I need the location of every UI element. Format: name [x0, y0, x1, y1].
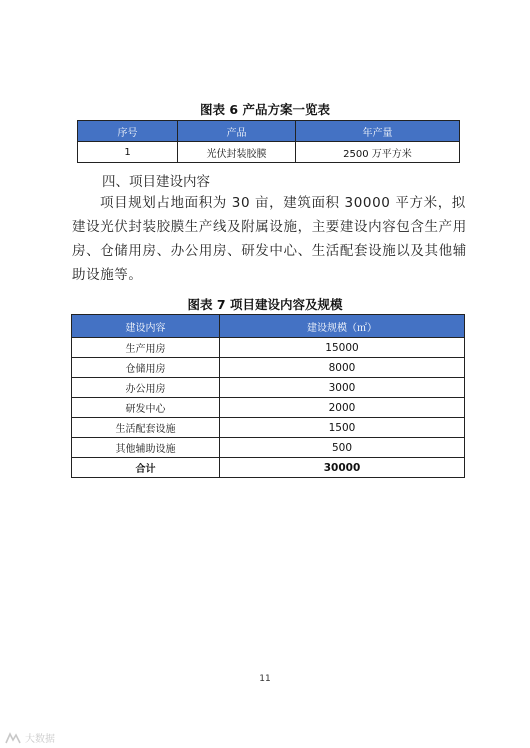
table-cell: 光伏封装胶膜: [178, 142, 296, 163]
table-cell: 1500: [220, 418, 465, 438]
section-heading: 四、项目建设内容: [102, 174, 210, 190]
watermark-logo-icon: [4, 731, 22, 745]
table-cell: 合计: [72, 458, 220, 478]
table-row: [72, 418, 465, 438]
table7-caption: 图表 7 项目建设内容及规模: [187, 297, 343, 312]
table-row: [72, 338, 465, 358]
header-cell: 序号: [78, 121, 178, 142]
table-row: [72, 378, 465, 398]
table-cell: 3000: [220, 378, 465, 398]
table-cell: 15000: [220, 338, 465, 358]
table-header-row: [72, 315, 465, 338]
table-cell: 仓储用房: [72, 358, 220, 378]
watermark: [4, 730, 55, 745]
table-row: [78, 142, 460, 163]
table-row: [72, 398, 465, 418]
table-cell: 办公用房: [72, 378, 220, 398]
table-cell: 研发中心: [72, 398, 220, 418]
body-paragraph: 项目规划占地面积为 30 亩，建筑面积 30000 平方米，拟建设光伏封装胶膜生产线及附属设施，主要建设内容包含生产用房、仓储用房、办公用房、研发中心、生活配套设施以及其他辅助设施等。: [72, 195, 467, 283]
table-cell: 1: [78, 142, 178, 163]
table-cell: 8000: [220, 358, 465, 378]
page-number: 11: [259, 674, 271, 684]
header-cell: 年产量: [296, 121, 460, 142]
table-header-row: [78, 121, 460, 142]
table-row: [72, 438, 465, 458]
table-cell: 500: [220, 438, 465, 458]
table-cell: 2500 万平方米: [296, 142, 460, 163]
table-row: [72, 358, 465, 378]
table-cell: 其他辅助设施: [72, 438, 220, 458]
table-cell: 生产用房: [72, 338, 220, 358]
watermark-text: 大数据: [25, 734, 55, 745]
product-plan-table: [77, 120, 460, 163]
header-cell: 建设规模（㎡）: [220, 315, 465, 338]
table-cell: 2000: [220, 398, 465, 418]
header-cell: 建设内容: [72, 315, 220, 338]
table6-caption: 图表 6 产品方案一览表: [200, 102, 330, 117]
construction-scale-table: [71, 314, 465, 478]
table-cell: 30000: [220, 458, 465, 478]
table-cell: 生活配套设施: [72, 418, 220, 438]
table-total-row: [72, 458, 465, 478]
header-cell: 产品: [178, 121, 296, 142]
